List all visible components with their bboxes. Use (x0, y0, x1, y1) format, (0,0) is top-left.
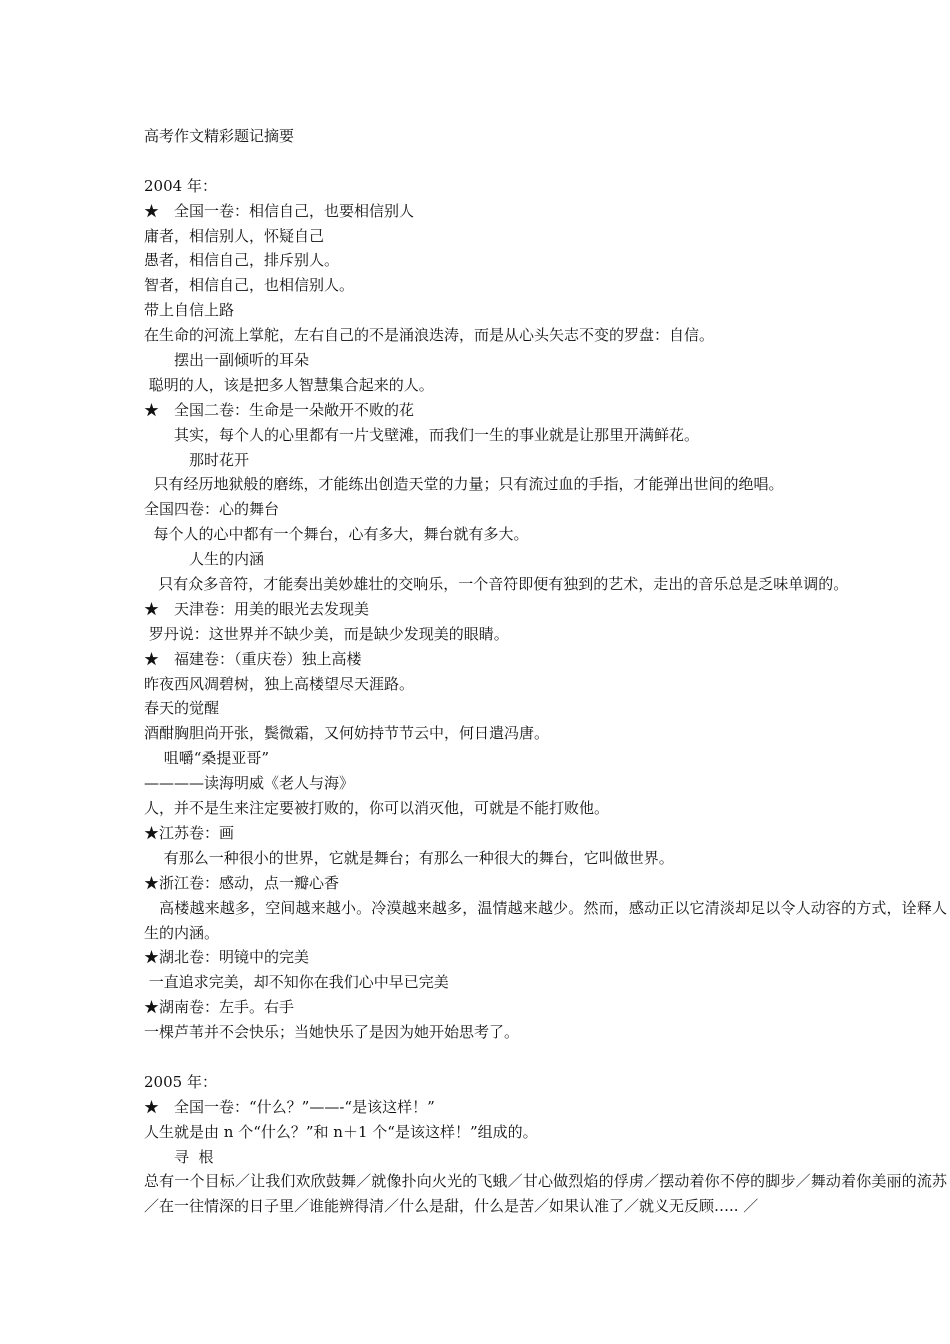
text-line: 一棵芦苇并不会快乐；当她快乐了是因为她开始思考了。 (144, 1023, 520, 1042)
text-line: 人，并不是生来注定要被打败的，你可以消灭他，可就是不能打败他。 (144, 799, 610, 818)
text-line: 带上自信上路 (144, 301, 235, 320)
text-line: 人生就是由 n 个“什么？”和 n＋1 个“是该这样！”组成的。 (144, 1122, 538, 1141)
text-line: 那时花开 (144, 450, 250, 469)
text-line: 只有众多音符，才能奏出美妙雄壮的交响乐，一个音符即便有独到的艺术，走出的音乐总是乏味单调的。 (144, 575, 849, 594)
text-line: 昨夜西风凋碧树，独上高楼望尽天涯路。 (144, 674, 415, 693)
text-line: 罗丹说：这世界并不缺少美，而是缺少发现美的眼睛。 (144, 624, 509, 643)
text-paragraph: 总有一个目标／让我们欢欣鼓舞／就像扑向火光的飞蛾／甘心做烈焰的俘虏／摆动着你不停的脚步／舞动着你美丽的流苏／在一往情深的日子里／谁能辨得清／什么是甜，什么是苦／如果认准了／就义无反顾….. ／ (144, 1172, 947, 1216)
text-line: 只有经历地狱般的磨练，才能练出创造天堂的力量；只有流过血的手指，才能弹出世间的绝唱。 (144, 475, 784, 494)
text-line: 智者，相信自己，也相信别人。 (144, 276, 355, 295)
text-paragraph: 高楼越来越多，空间越来越小。冷漠越来越多，温情越来越少。然而，感动正以它清淡却足以令人动容的方式，诠释人生的内涵。 (144, 898, 947, 942)
text-line: ★浙江卷：感动，点一瓣心香 (144, 873, 340, 892)
document-title: 高考作文精彩题记摘要 (144, 127, 295, 145)
text-line: ————读海明威《老人与海》 (144, 774, 355, 793)
text-line: ★湖北卷：明镜中的完美 (144, 948, 310, 967)
blank-line (144, 1045, 950, 1070)
text-line: ★ 福建卷：（重庆卷）独上高楼 (144, 649, 362, 668)
text-line: ★ 全国一卷：“什么？”——-“是该这样！” (144, 1097, 435, 1116)
text-line: 有那么一种很小的世界，它就是舞台；有那么一种很大的舞台，它叫做世界。 (144, 848, 674, 867)
text-line: 每个人的心中都有一个舞台，心有多大，舞台就有多大。 (144, 525, 529, 544)
text-line: 庸者，相信别人，怀疑自己 (144, 226, 325, 245)
text-line: 摆出一副倾听的耳朵 (144, 351, 310, 370)
text-line: 春天的觉醒 (144, 699, 220, 718)
text-line: 在生命的河流上掌舵，左右自己的不是涌浪迭涛，而是从心头矢志不变的罗盘：自信。 (144, 326, 715, 345)
text-line: 聪明的人，该是把多人智慧集合起来的人。 (144, 375, 434, 394)
text-line: 寻 根 (144, 1147, 214, 1166)
document-page (144, 124, 950, 1219)
text-line: 咀嚼“桑提亚哥” (144, 749, 270, 768)
section-year-2005: 2005 年： (144, 1072, 217, 1091)
text-line: ★湖南卷：左手。右手 (144, 998, 295, 1017)
text-line: ★ 天津卷：用美的眼光去发现美 (144, 599, 370, 618)
text-line: 愚者，相信自己，排斥别人。 (144, 251, 340, 270)
text-line: 酒酣胸胆尚开张，鬓微霜，又何妨持节节云中，何日遣冯唐。 (144, 724, 550, 743)
section-year-2004: 2004 年： (144, 176, 217, 195)
text-line: ★江苏卷：画 (144, 823, 235, 842)
text-line: 一直追求完美，却不知你在我们心中早已完美 (144, 973, 449, 992)
blank-line (144, 149, 950, 174)
text-line: 全国四卷：心的舞台 (144, 500, 280, 519)
text-line: 人生的内涵 (144, 550, 265, 569)
text-line: ★ 全国二卷：生命是一朵敞开不败的花 (144, 400, 415, 419)
text-line: 其实，每个人的心里都有一片戈壁滩，而我们一生的事业就是让那里开满鲜花。 (144, 425, 700, 444)
text-line: ★ 全国一卷：相信自己，也要相信别人 (144, 201, 415, 220)
